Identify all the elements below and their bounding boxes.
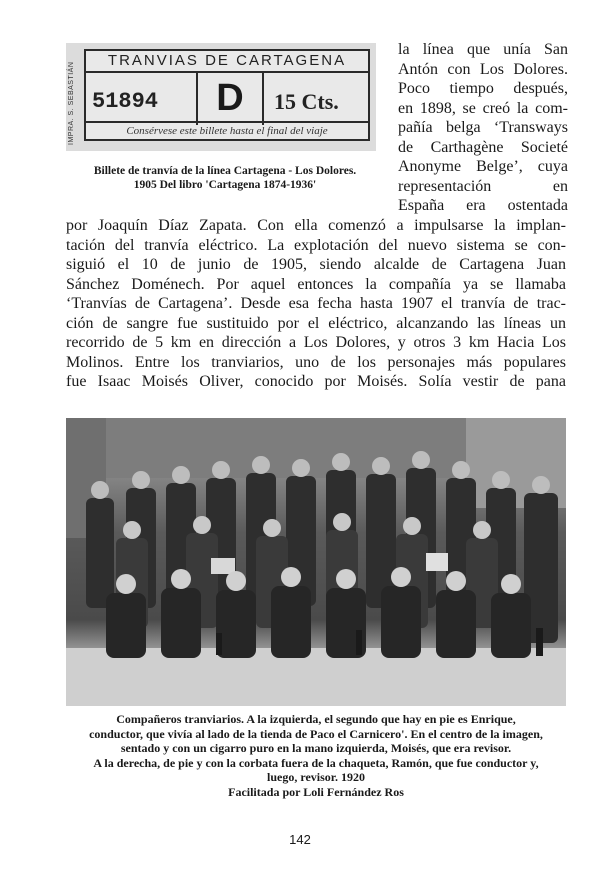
- ticket-printer-text: IMPRA. S. SEBASTIÁN: [68, 61, 75, 145]
- ticket-frame: [84, 49, 370, 141]
- text-line: de Carthagène Societé: [398, 138, 568, 156]
- text-line: ción de sangre fue sustituido por el eléctrico, alcanzando las líneas un: [66, 314, 566, 332]
- text-line: Sánchez Doménech. Por aquel entonces la compañía ya se llamaba: [66, 275, 566, 293]
- text-line: en 1898, se creó la com-: [398, 99, 568, 117]
- ticket-letter: D: [216, 77, 244, 119]
- photo-figures: [66, 418, 566, 706]
- ticket-price: 15 Cts.: [274, 89, 339, 114]
- text-line: representación en: [398, 177, 568, 195]
- photo-caption-line: sentado y con un cigarro puro en la mano izquierda, Moisés, que era revisor.: [120, 741, 512, 755]
- photo-caption-line: Facilitada por Loli Fernández Ros: [228, 784, 404, 799]
- ticket-footer: Consérvese este billete hasta el final del viaje: [86, 121, 368, 139]
- photo-caption-line: luego, revisor. 1920: [267, 770, 365, 784]
- ticket-caption-line: 1905 Del libro 'Cartagena 1874-1936': [133, 179, 317, 191]
- text-line: Antón con Los Dolores.: [398, 60, 568, 78]
- tram-ticket-image: [66, 43, 376, 151]
- text-line: siguió el 10 de junio de 1905, siendo alcalde de Cartagena Juan: [66, 256, 566, 273]
- ticket-header: TRANVIAS DE CARTAGENA: [86, 51, 368, 73]
- text-line: por Joaquín Díaz Zapata. Con ella comenzó a impulsarse la implan-: [66, 217, 566, 234]
- page-number: 142: [289, 832, 311, 847]
- text-line: la línea que unía San: [398, 41, 568, 58]
- text-line: tación del tranvía eléctrico. La explotación del nuevo sistema se con-: [66, 236, 566, 254]
- text-line: Molinos. Entre los tranviarios, uno de los personajes más populares: [66, 353, 566, 371]
- ticket-caption: [66, 164, 384, 192]
- photo-caption-line: A la derecha, de pie y con la corbata fuera de la chaqueta, Ramón, que fue conductor y,: [93, 755, 539, 770]
- photo-caption-line: conductor, que vivía al lado de la tienda de Paco el Carnicero'. En el centro de la imagen,: [89, 726, 543, 741]
- text-line: Poco tiempo después,: [398, 80, 568, 97]
- right-column-text: [398, 40, 568, 216]
- text-line: pañía belga ‘Transways: [398, 119, 568, 136]
- group-photograph: [66, 418, 566, 706]
- text-line: recorrido de 5 km en dirección a Los Dolores, y otros 3 km Hacia Los: [66, 334, 566, 351]
- ticket-number: 51894: [92, 89, 159, 114]
- text-line: ‘Tranvías de Cartagena’. Desde esa fecha hasta 1907 el tranvía de trac-: [66, 295, 566, 312]
- ticket-letter-box: [196, 73, 264, 125]
- ticket-caption-line: Billete de tranvía de la línea Cartagena - Los Dolores.: [93, 165, 357, 177]
- text-line: España era ostentada: [398, 197, 568, 214]
- text-line: fue Isaac Moisés Oliver, conocido por Moisés. Solía vestir de pana: [66, 373, 566, 390]
- body-paragraph: [66, 216, 566, 392]
- photo-caption-line: Compañeros tranviarios. A la izquierda, el segundo que hay en pie es Enrique,: [116, 712, 516, 726]
- photo-caption: [66, 712, 566, 799]
- text-line: Anonyme Belge’, cuya: [398, 158, 568, 175]
